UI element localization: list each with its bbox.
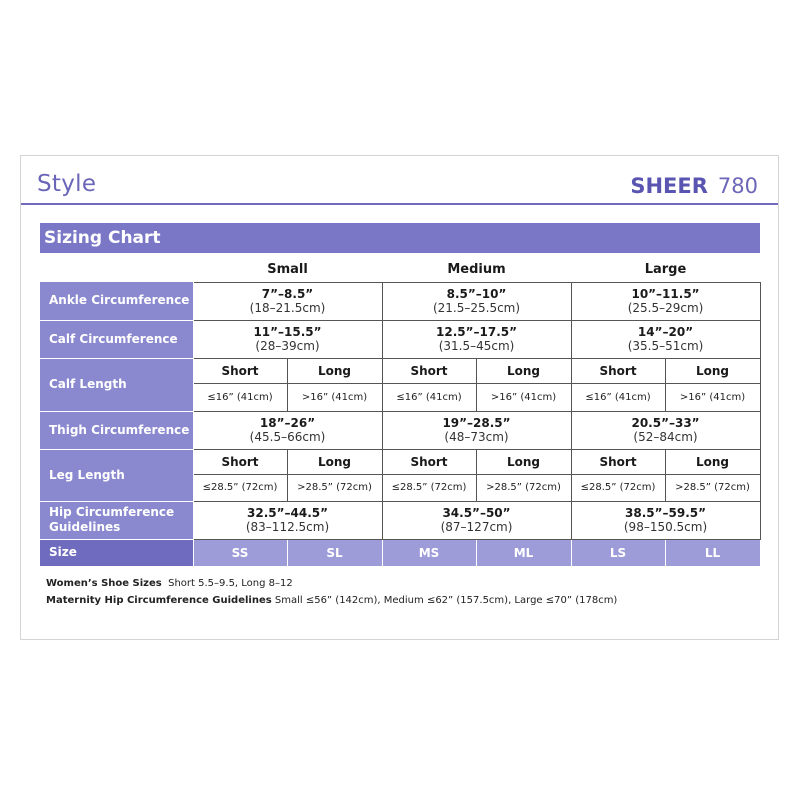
maternity-note: [46, 592, 617, 609]
hip-label-line2: Guidelines: [49, 520, 121, 534]
corner-cell: [40, 257, 193, 282]
row-label-size: Size: [40, 539, 193, 566]
col-medium: Medium: [447, 261, 506, 277]
calf-length-small-long-head: Long: [287, 358, 382, 383]
leg-length-large-short: ≤28.5” (72cm): [571, 474, 665, 501]
chart-title-bar: Sizing Chart: [40, 223, 760, 253]
row-calf-length-sub: [40, 358, 760, 383]
product-name: SHEER: [630, 174, 708, 198]
ankle-medium: 8.5”–10” (21.5–25.5cm): [382, 282, 571, 320]
col-small: Small: [267, 261, 308, 277]
row-label-calf: Calf Circumference: [40, 320, 193, 358]
row-label-calf-length: Calf Length: [40, 358, 193, 411]
calf-length-medium-long-head: Long: [476, 358, 571, 383]
product-number: 780: [717, 174, 758, 198]
leg-length-large-long: >28.5” (72cm): [665, 474, 760, 501]
row-ankle: [40, 282, 760, 320]
thigh-large: 20.5”–33” (52–84cm): [571, 411, 760, 449]
calf-length-medium-long: >16” (41cm): [476, 383, 571, 411]
style-label: Style: [37, 171, 97, 197]
row-size: [40, 539, 760, 566]
column-header-row: [40, 257, 760, 282]
row-hip: [40, 501, 760, 539]
thigh-medium: 19”–28.5” (48–73cm): [382, 411, 571, 449]
leg-length-small-long: >28.5” (72cm): [287, 474, 382, 501]
col-large: Large: [644, 261, 687, 277]
maternity-label: Maternity Hip Circumference Guidelines: [46, 595, 272, 606]
calf-length-small-long: >16” (41cm): [287, 383, 382, 411]
calf-small: 11”–15.5” (28–39cm): [193, 320, 382, 358]
size-ml: ML: [476, 539, 571, 566]
calf-medium: 12.5”–17.5” (31.5–45cm): [382, 320, 571, 358]
hip-small: 32.5”–44.5” (83–112.5cm): [193, 501, 382, 539]
calf-length-large-short: ≤16” (41cm): [571, 383, 665, 411]
row-label-ankle: Ankle Circumference: [40, 282, 193, 320]
leg-length-large-short-head: Short: [571, 449, 665, 474]
calf-length-small-short-head: Short: [193, 358, 287, 383]
row-label-hip: [40, 501, 193, 539]
ankle-large: 10”–11.5” (25.5–29cm): [571, 282, 760, 320]
calf-length-large-short-head: Short: [571, 358, 665, 383]
leg-length-medium-short: ≤28.5” (72cm): [382, 474, 476, 501]
shoe-sizes-note: [46, 575, 617, 592]
shoe-sizes-label: Women’s Shoe Sizes: [46, 578, 162, 589]
leg-length-small-long-head: Long: [287, 449, 382, 474]
footnotes: [46, 575, 617, 609]
hip-large: 38.5”–59.5” (98–150.5cm): [571, 501, 760, 539]
leg-length-medium-long-head: Long: [476, 449, 571, 474]
size-ms: MS: [382, 539, 476, 566]
row-label-thigh: Thigh Circumference: [40, 411, 193, 449]
row-label-leg-length: Leg Length: [40, 449, 193, 501]
row-thigh: [40, 411, 760, 449]
calf-length-small-short: ≤16” (41cm): [193, 383, 287, 411]
sizing-card: [20, 155, 779, 640]
shoe-sizes-text: Short 5.5–9.5, Long 8–12: [168, 578, 293, 589]
calf-length-large-long: >16” (41cm): [665, 383, 760, 411]
calf-length-large-long-head: Long: [665, 358, 760, 383]
hip-label-line1: Hip Circumference: [49, 505, 175, 519]
product-title: [630, 174, 758, 198]
leg-length-large-long-head: Long: [665, 449, 760, 474]
row-calf: [40, 320, 760, 358]
calf-large: 14”–20” (35.5–51cm): [571, 320, 760, 358]
maternity-text: Small ≤56” (142cm), Medium ≤62” (157.5cm), Large ≤70” (178cm): [274, 595, 618, 606]
ankle-small: 7”–8.5” (18–21.5cm): [193, 282, 382, 320]
hip-medium: 34.5”–50” (87–127cm): [382, 501, 571, 539]
leg-length-small-short-head: Short: [193, 449, 287, 474]
size-ls: LS: [571, 539, 665, 566]
leg-length-medium-short-head: Short: [382, 449, 476, 474]
calf-length-medium-short: ≤16” (41cm): [382, 383, 476, 411]
size-ll: LL: [665, 539, 760, 566]
calf-length-medium-short-head: Short: [382, 358, 476, 383]
thigh-small: 18”–26” (45.5–66cm): [193, 411, 382, 449]
leg-length-small-short: ≤28.5” (72cm): [193, 474, 287, 501]
row-leg-length-sub: [40, 449, 760, 474]
leg-length-medium-long: >28.5” (72cm): [476, 474, 571, 501]
header-divider: [21, 203, 778, 205]
size-sl: SL: [287, 539, 382, 566]
size-ss: SS: [193, 539, 287, 566]
sizing-table: [40, 257, 761, 567]
